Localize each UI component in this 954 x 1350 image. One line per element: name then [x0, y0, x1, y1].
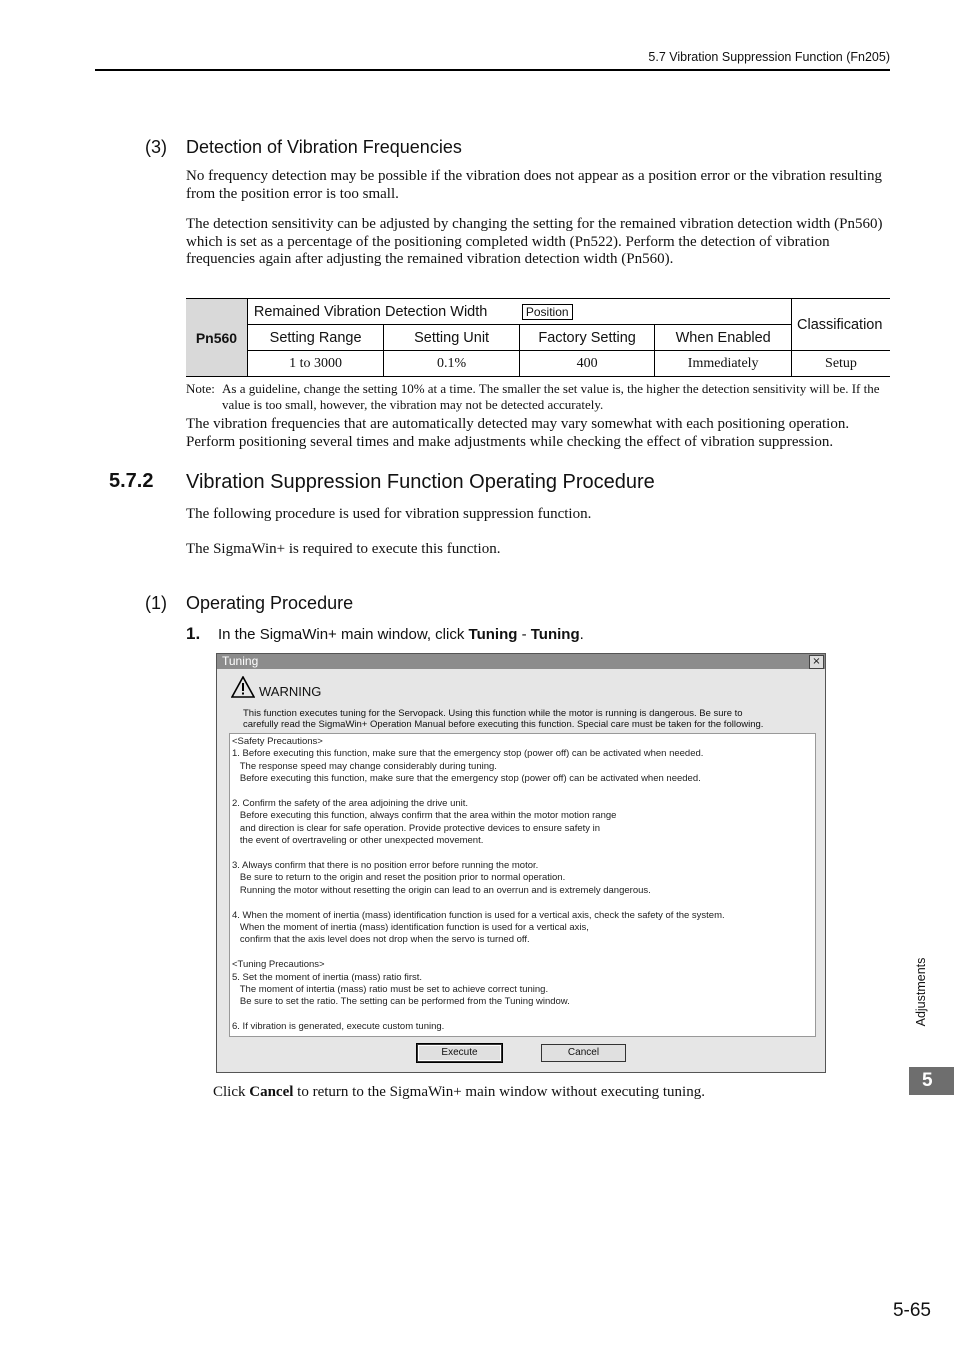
precaution-line: <Tuning Precautions>: [232, 959, 325, 971]
parameter-number: Pn560: [186, 299, 247, 377]
col-header: Setting Range: [247, 325, 383, 351]
value-cell: 1 to 3000: [247, 351, 383, 377]
warning-icon: [231, 676, 255, 698]
col-header: When Enabled: [655, 325, 792, 351]
parameter-name-cell: [247, 299, 791, 325]
precaution-line: 6. If vibration is generated, execute custom tuning.: [232, 1021, 445, 1033]
position-tag: Position: [522, 304, 573, 320]
dialog-title-bar: [217, 654, 825, 669]
paragraph: Click Cancel to return to the SigmaWin+ main window without executing tuning.: [213, 1084, 705, 1100]
cancel-button[interactable]: Cancel: [541, 1044, 626, 1062]
page-number: 5-65: [892, 1300, 931, 1321]
precaution-line: the event of overtraveling or other unexpected movement.: [232, 835, 484, 847]
precaution-line: Be sure to return to the origin and reset the position prior to normal operation.: [232, 872, 566, 884]
classification-value: Setup: [792, 351, 891, 377]
note: [186, 381, 890, 413]
col-header: Setting Unit: [384, 325, 520, 351]
section-number: (1): [145, 593, 167, 613]
precautions-textbox[interactable]: [229, 733, 816, 1037]
precaution-line: The response speed may change considerably during tuning.: [232, 760, 497, 772]
warning-text: This function executes tuning for the Servopack. Using this function while the motor is running is dangerous. Be sure to: [243, 708, 743, 719]
step-number: 1.: [186, 624, 201, 643]
warning-label: WARNING: [259, 684, 322, 699]
note-text: As a guideline, change the setting 10% at a time. The smaller the set value is, the higher the detection sensitivity will be. If the value is too small, however, the vibration may not be detected accurately.: [222, 381, 880, 412]
step-text: In the SigmaWin+ main window, click Tuning - Tuning.: [218, 626, 584, 643]
precaution-line: confirm that the axis level does not drop when the servo is turned off.: [232, 934, 530, 946]
warning-text: carefully read the SigmaWin+ Operation Manual before executing this function. Special care must be taken for the following.: [243, 719, 764, 730]
execute-button[interactable]: Execute: [417, 1044, 502, 1062]
precaution-line: 5. Set the moment of inertia (mass) ratio first.: [232, 971, 423, 983]
parameter-table: [186, 298, 890, 377]
cancel-ref: Cancel: [249, 1084, 294, 1100]
section-title: Operating Procedure: [186, 593, 354, 613]
section-number: (3): [145, 137, 167, 157]
note-label: Note:: [186, 381, 215, 396]
paragraph: The following procedure is used for vibration suppression function.: [186, 506, 592, 522]
dialog-title: Tuning: [222, 654, 259, 668]
precaution-line: Before executing this function, always confirm that the area within the motor motion range: [232, 810, 617, 822]
classification-header: Classification: [792, 299, 891, 351]
precaution-line: 3. Always confirm that there is no position error before running the motor.: [232, 860, 539, 871]
section-title: Detection of Vibration Frequencies: [186, 137, 462, 157]
header-rule: [95, 69, 890, 71]
parameter-name: Remained Vibration Detection Width: [253, 303, 488, 320]
subsection-title: Vibration Suppression Function Operating Procedure: [186, 471, 655, 493]
subsection-number: 5.7.2: [109, 470, 154, 492]
precaution-line: <Safety Precautions>: [232, 736, 323, 747]
value-cell: 0.1%: [384, 351, 520, 377]
precaution-line: 1. Before executing this function, make sure that the emergency stop (power off) can be activated when needed.: [232, 748, 704, 760]
precaution-line: Before executing this function, make sure that the emergency stop (power off) can be activated when needed.: [232, 773, 701, 785]
chapter-tab: 5: [909, 1067, 954, 1095]
col-header: Factory Setting: [519, 325, 655, 351]
tuning-dialog: [216, 653, 826, 1073]
close-icon[interactable]: ×: [809, 655, 824, 669]
precaution-line: The moment of intertia (mass) ratio must be set to achieve correct tuning.: [232, 984, 549, 995]
menu-tuning: Tuning: [468, 626, 518, 643]
precaution-line: Running the motor without resetting the origin can lead to an overrun and is extremely dangerous.: [232, 884, 651, 896]
paragraph: The detection sensitivity can be adjusted by changing the setting for the remained vibration detection width (Pn560) which is set as a percentage of the positioning completed width (Pn522). Perform the detection of vibration frequencies again after adjusting the remained vibration detection width (Pn560).: [186, 216, 883, 267]
precaution-line: Be sure to set the ratio. The setting can be performed from the Tuning window.: [232, 996, 570, 1008]
paragraph: No frequency detection may be possible if the vibration does not appear as a position error or the vibration resulting from the position error is too small.: [186, 168, 883, 202]
chapter-side-label: Adjustments: [914, 957, 928, 1027]
paragraph: The SigmaWin+ is required to execute this function.: [186, 541, 501, 557]
menu-tuning-item: Tuning: [530, 626, 580, 643]
paragraph: The vibration frequencies that are automatically detected may vary somewhat with each positioning operation. Perform positioning several times and make adjustments while checking the effect of vibration suppression.: [186, 416, 850, 450]
running-header: 5.7 Vibration Suppression Function (Fn205): [648, 50, 890, 64]
precaution-line: 2. Confirm the safety of the area adjoining the drive unit.: [232, 798, 469, 809]
precaution-line: 4. When the moment of inertia (mass) identification function is used for a vertical axis, check the safety of the system.: [232, 909, 725, 921]
precaution-line: When the moment of inertia (mass) identification function is used for a vertical axis,: [232, 922, 589, 933]
precaution-line: and direction is clear for safe operation. Provide protective devices to ensure safety in: [232, 822, 601, 834]
value-cell: Immediately: [655, 351, 792, 377]
value-cell: 400: [519, 351, 655, 377]
